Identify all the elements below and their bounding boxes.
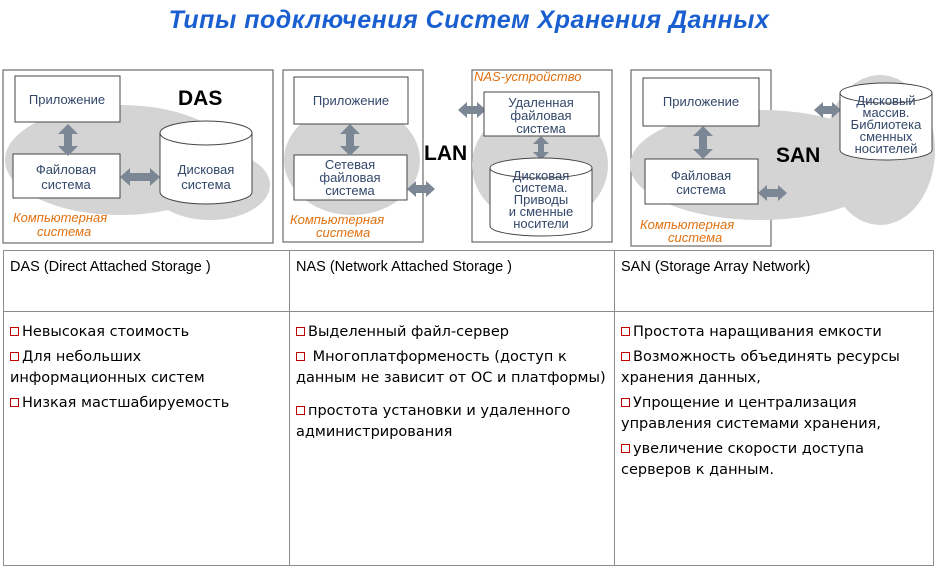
nas-disk-text-1: Дисковая (512, 168, 570, 183)
bullet-icon (621, 352, 630, 361)
bullet-icon (296, 327, 305, 336)
bullet-icon (296, 352, 305, 361)
list-item: Для небольших информационных систем (10, 349, 205, 386)
header-nas: NAS (Network Attached Storage ) (290, 251, 615, 312)
nas-device-caption: NAS-устройство (474, 69, 582, 84)
list-item: Простота наращивания емкости (621, 322, 925, 343)
bullet-icon (621, 327, 630, 336)
san-label: SAN (776, 144, 821, 167)
list-item: увеличение скорости доступа серверов к данным. (621, 441, 865, 478)
nas-remote-fs-text-1: Удаленная (508, 95, 574, 110)
san-disk-text-2: массив. (862, 105, 910, 120)
table-row (4, 312, 934, 566)
bullet-icon (621, 398, 630, 407)
das-fs-text-1: Файловая (35, 162, 97, 177)
nas-remote-fs-text-2: файловая (510, 108, 572, 123)
das-disk-text-2: система (181, 177, 231, 192)
nas-fs-text-1: Сетевая (324, 157, 376, 172)
nas-disk-text-4: и сменные (508, 204, 574, 219)
bullet-icon (621, 444, 630, 453)
bullet-icon (296, 406, 305, 415)
list-item: Выделенный файл-сервер (296, 322, 606, 343)
nas-fs-text-2: файловая (319, 170, 381, 185)
storage-connection-diagram (0, 0, 938, 250)
nas-fs-text-3: система (325, 183, 375, 198)
das-panel (3, 70, 273, 243)
list-item: простота установки и удаленного администрирования (296, 403, 571, 440)
das-app-text: Приложение (28, 92, 106, 107)
san-disk-text-4: сменных (859, 129, 913, 144)
nas-disk-text-5: носители (513, 216, 569, 231)
page-title: Типы подключения Систем Хранения Данных (168, 6, 770, 34)
san-caption-1: Компьютерная (640, 217, 735, 232)
san-disk-text-3: Библиотека (850, 117, 922, 132)
san-caption-2: система (668, 230, 723, 245)
san-disk-text-5: носителей (854, 141, 918, 156)
nas-panel (283, 69, 612, 242)
header-san: SAN (Storage Array Network) (615, 251, 934, 312)
das-features (4, 312, 290, 566)
list-item: Многоплатформеность (доступ к данным не зависит от ОС и платформы) (296, 349, 606, 386)
san-fs-text-2: система (676, 182, 726, 197)
bullet-icon (10, 398, 19, 407)
nas-disk-text-2: система. (514, 180, 568, 195)
list-item: Невысокая стоимость (10, 322, 281, 343)
list-item: Низкая мастшабируемость (10, 393, 281, 414)
nas-disk-text-3: Приводы (513, 192, 569, 207)
comparison-table (3, 250, 934, 566)
bullet-icon (10, 352, 19, 361)
das-disk-top (160, 121, 252, 145)
san-app-text: Приложение (662, 94, 740, 109)
das-caption-2: система (37, 224, 92, 239)
san-fs-text-1: Файловая (670, 168, 732, 183)
table-header-row (4, 251, 934, 312)
das-disk-text-1: Дисковая (177, 162, 235, 177)
nas-app-text: Приложение (312, 93, 390, 108)
list-item: Упрощение и централизация управления системами хранения, (621, 395, 881, 432)
san-panel (630, 70, 935, 246)
nas-remote-fs-text-3: система (516, 121, 566, 136)
das-fs-text-2: система (41, 177, 91, 192)
nas-caption-2: система (316, 225, 371, 240)
nas-label: LAN (424, 142, 468, 165)
san-features (615, 312, 934, 566)
list-item: Возможность объединять ресурсы хранения данных, (621, 349, 900, 386)
nas-caption-1: Компьютерная (290, 212, 385, 227)
header-das: DAS (Direct Attached Storage ) (4, 251, 290, 312)
bullet-icon (10, 327, 19, 336)
san-disk-text-1: Дисковый (856, 93, 916, 108)
das-caption-1: Компьютерная (13, 210, 108, 225)
nas-features (290, 312, 615, 566)
das-label: DAS (178, 87, 223, 110)
